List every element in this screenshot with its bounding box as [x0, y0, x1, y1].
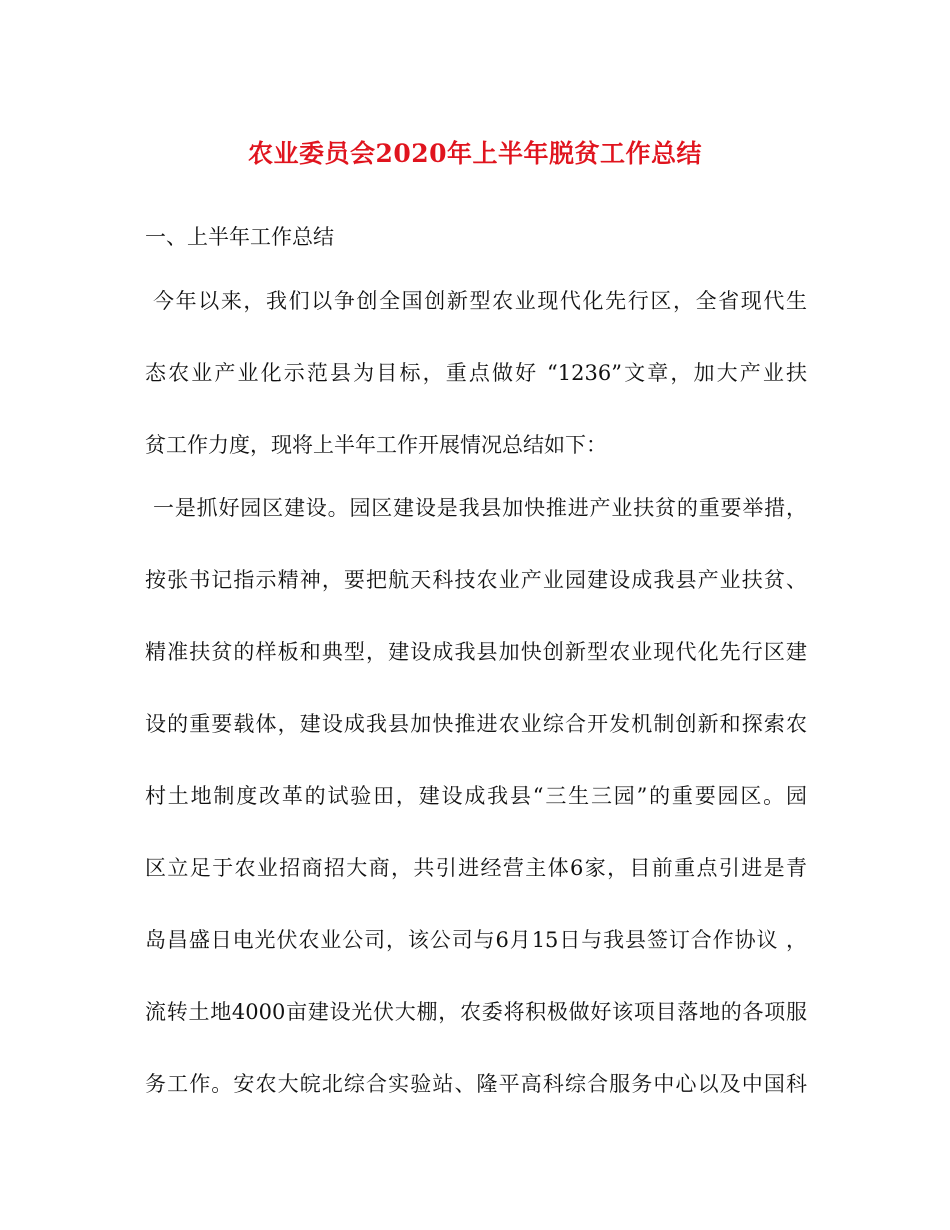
paragraph-line: 贫工作力度，现将上半年工作开展情况总结如下：: [145, 433, 607, 457]
paragraph-line: 村土地制度改革的试验田，建设成我县“三生三园”的重要园区。园: [145, 784, 807, 808]
paragraph-line: 今年以来，我们以争创全国创新型农业现代化先行区，全省现代生: [153, 289, 807, 313]
paragraph-line: 务工作。安农大皖北综合实验站、隆平高科综合服务中心以及中国科: [145, 1072, 807, 1096]
paragraph-line: 按张书记指示精神，要把航天科技农业产业园建设成我县产业扶贫、: [145, 568, 807, 592]
paragraph-line: 设的重要载体，建设成我县加快推进农业综合开发机制创新和探索农: [145, 712, 807, 736]
paragraph-line: 态农业产业化示范县为目标，重点做好 “1236”文章，加大产业扶: [145, 361, 807, 385]
document-title: 农业委员会2020年上半年脱贫工作总结: [247, 139, 703, 168]
paragraph-line: 区立足于农业招商招大商，共引进经营主体6家，目前重点引进是青: [145, 856, 807, 880]
paragraph-line: 岛昌盛日电光伏农业公司，该公司与6月15日与我县签订合作协议 ，: [145, 928, 807, 952]
section-heading: 一、上半年工作总结: [145, 225, 334, 249]
paragraph-line: 精准扶贫的样板和典型，建设成我县加快创新型农业现代化先行区建: [145, 640, 807, 664]
paragraph-line: 流转土地4000亩建设光伏大棚，农委将积极做好该项目落地的各项服: [145, 1000, 807, 1024]
paragraph-line: 一是抓好园区建设。园区建设是我县加快推进产业扶贫的重要举措，: [153, 496, 807, 520]
